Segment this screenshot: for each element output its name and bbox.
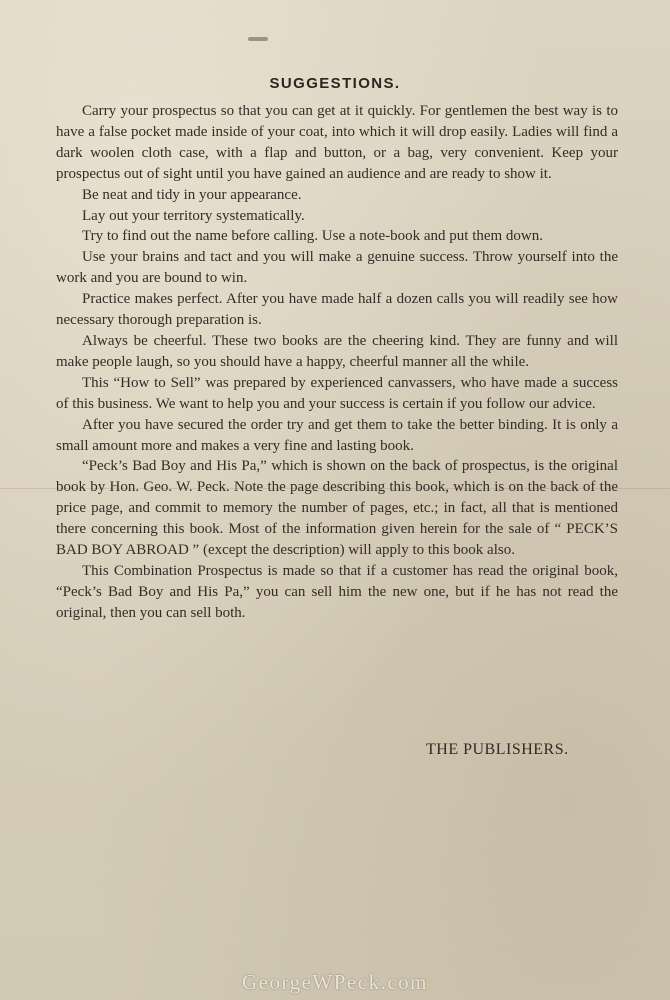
paragraph-find-name: Try to find out the name before calling. Use a note-book and put them down. [82,228,544,245]
paragraph-better-binding: After you have secured the order try and get them to take the better binding. It is only a small amount more and makes a very fine and lasting book. [56,416,618,454]
paragraph-neat-tidy: Be neat and tidy in your appearance. [82,186,302,203]
signature: THE PUBLISHERS. [426,741,569,758]
paragraph-how-to-sell: This “How to Sell” was prepared by experienced canvassers, who have made a success of this business. We want to help you and your success is certain if you follow our advice. [56,374,618,412]
paragraph-practice: Practice makes perfect. After you have made half a dozen calls you will readily see how necessary thorough preparation is. [56,291,618,329]
paragraph-carry-prospectus: Carry your prospectus so that you can get at it quickly. For gentlemen the best way is to have a false pocket made inside of your coat, into which it will drop easily. Ladies will find a dark woolen cloth case, with a flap and button, or a bag, very convenient. Keep your prospectus out of sight until you have gained an audience and are ready to show it. [56,103,618,182]
paragraph-cheerful: Always be cheerful. These two books are the cheering kind. They are funny and will make people laugh, so you should have a happy, cheerful manner all the while. [56,332,618,370]
paragraph-combination-prospectus: This Combination Prospectus is made so that if a customer has read the original book, “Peck’s Bad Boy and His Pa,” you can sell him the new one, but if he has not read the original, then you can sell both. [56,562,618,621]
document-title: SUGGESTIONS. [269,75,401,92]
document-body [56,101,618,624]
paragraph-brains-tact: Use your brains and tact and you will make a genuine success. Throw yourself into the work and you are bound to win. [56,249,618,287]
watermark: GeorgeWPeck.com [242,970,428,994]
paragraph-territory: Lay out your territory systematically. [82,207,305,224]
paragraph-pecks-bad-boy: “Peck’s Bad Boy and His Pa,” which is shown on the back of prospectus, is the original book by Hon. Geo. W. Peck. Note the page describing this book, which is on the back of the price page, and commit to memory the number of pages, etc.; in fact, all that is mentioned there concerning this book. Most of the information given herein for the sale of “ PECK’S BAD BOY ABROAD ” (except the description) will apply to this book also. [56,458,618,559]
ink-smudge [248,37,268,41]
